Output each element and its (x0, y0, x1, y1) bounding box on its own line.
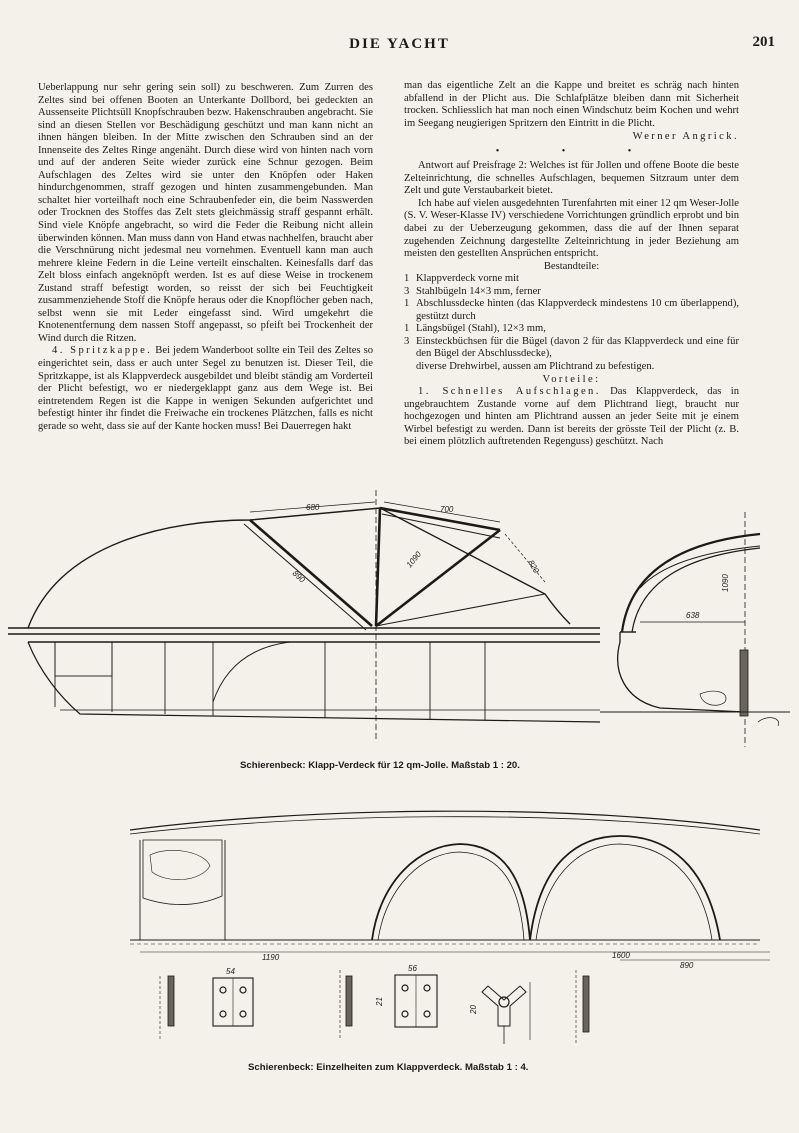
paragraph-text: Bei jedem Wanderboot sollte ein Teil des Zeltes so eingerichtet sein, dass er auch unter Segel zu benutzen ist. Dieser Teil, die Spritzkappe, ist als Klappverdeck ausgebildet und bleibt ständig am Vorderteil der Plicht befestigt, wo er niedergeklappt ganz aus dem Wege ist. Bei eintretendem Regen ist die Kappe in wenigen Sekunden aufgerichtet und befestigt hinter ihr findet die Freiwache ein trockenes Plätzchen, falls es nicht gerade so weht, dass sie auf der Kante hocken muss! Bei Dauerregen hakt (38, 345, 373, 432)
figure-caption-1: Schierenbeck: Klapp-Verdeck für 12 qm-Jolle. Maßstab 1 : 20. (240, 760, 520, 771)
dimension-label: 20 (469, 1005, 478, 1014)
paragraph-text: Das Klappverdeck, das in ungebrauchtem Zustande vorne auf dem Plichtrand liegt, braucht nur hochgezogen und hinten am Plichtrand aussen an jeder Seite mit je einem Wirbel befestigt zu werden. Dann ist bereits der grösste Teil der Plicht (z. B. bei einem plötzlich auftretenden Regenguss) geschützt. Nach (404, 386, 739, 448)
parts-list (404, 273, 739, 373)
paragraph: Ueberlappung nur sehr gering sein soll) zu beschweren. Zum Zurren des Zeltes sind bei offenen Booten an Unterkante Dollbord, bei gedeckten an Aussenseite Plichtsüll Knopfschrauben bezw. Hakenschrauben angebracht. Sie sind an diesen Stellen vor Beschädigung geschützt und man kann nicht an ihnen hängen bleiben. In der Mitte zwischen den Schrauben sind an der Innenseite des Zeltes Ringe angenäht. Durch diese wird von hinten nach vorn und auf der anderen Seite wieder zurück eine Schnur gezogen. Beim Aufschlagen des Zeltes wird sie unter den Knöpfen oder Haken hindurchgenommen, straff gezogen und hinten zusammengebunden. Man schaltet hier vorteilhaft noch eine Schraubenfeder ein, die beim Nasswerden oder Trocknen des Stoffes das Zelt stets gleichmässig straff gespannt erhält. Sind viele Knöpfe angebracht, so wird die Feder die Reibung nicht allein überwinden können. Man muss dann von Hand etwas nachhelfen, braucht aber die Verschnürung nicht jedesmal neu vornehmen. Eventuell kann man auch mehrere kleine Federn in die Leine verteilt einschalten. Keinesfalls darf das Zelt bloss einfach angeknöpft werden. Ist es auf diese Weise in trockenem Zustand straff befestigt worden, so reisst der sich bei Feuchtigkeit zusammenziehende Stoff die Knöpfe heraus oder die Knopflöcher geben nach, selbst wenn sie mit Leder eingefasst sind. Wird umgekehrt die Knotenentfernung dem nassen Stoff angepasst, so pfeift bei Trockenheit der Wind durch die Ritzen. (38, 82, 373, 344)
list-item: 1 Abschlussdecke hinten (das Klappverdeck mindestens 10 cm überlappend), gestützt durch (404, 298, 739, 322)
dimension-label: 700 (440, 505, 454, 514)
advantages-heading: Vorteile: (542, 373, 601, 385)
list-item: diverse Drehwirbel, aussen am Plichtrand zu befestigen. (416, 361, 655, 373)
dimension-label: 680 (306, 503, 320, 512)
paragraph (404, 386, 739, 449)
dimension-label: 54 (226, 967, 235, 976)
dimension-label: 1090 (721, 574, 730, 592)
list-item: 3 Einsteckbüchsen für die Bügel (davon 2 für das Klappverdeck und eine für den Bügel der Abschlussdecke), (404, 335, 739, 360)
list-item: 3 Stahlbügeln 14×3 mm, ferner (404, 285, 541, 297)
figure-caption-2: Schierenbeck: Einzelheiten zum Klappverdeck. Maßstab 1 : 4. (248, 1062, 529, 1073)
section-heading: 1. Schnelles Aufschlagen. (418, 386, 601, 398)
section-separator: • • • (495, 145, 662, 157)
paragraph: Ich habe auf vielen ausgedehnten Turenfahrten mit einer 12 qm Weser-Jolle (S. V. Weser-Klasse IV) verschiedene Vorrichtungen gründlich erprobt und bin dabei zu der Ueberzeugung gekommen, dass die auf der Ihnen separat zugehenden Zeichnung dargestellte Zelteinrichtung in jeder Beziehung am meisten den gestellten Ansprüchen entspricht. (404, 197, 739, 260)
right-text-column (404, 80, 739, 449)
page-number: 201 (752, 34, 775, 50)
dimension-label: 56 (408, 964, 417, 973)
dimension-label: 890 (290, 568, 307, 585)
running-header: DIE YACHT (349, 36, 450, 52)
dimension-label: 638 (686, 611, 700, 620)
dimension-label: 1190 (262, 953, 280, 962)
parts-heading: Bestandteile: (543, 260, 600, 272)
dinghy-hood-drawing (0, 482, 799, 752)
left-text-column (38, 82, 373, 433)
dimension-label: 820 (526, 558, 541, 575)
author-signature: Werner Angrick. (632, 131, 739, 143)
section-heading: 4. Spritzkappe. (52, 345, 153, 357)
dimension-label: 1090 (404, 549, 423, 570)
hood-outline (28, 508, 570, 628)
list-item: 1 Klappverdeck vorne mit (404, 273, 519, 285)
list-item: 1 Längsbügel (Stahl), 12×3 mm, (404, 323, 546, 335)
paragraph: Antwort auf Preisfrage 2: Welches ist für Jollen und offene Boote die beste Zelteinrichtung, die schnelles Aufschlagen, bequemen Sitzraum unter dem Zelt und gute Verstaubarkeit bietet. (404, 160, 739, 197)
paragraph (38, 345, 373, 433)
paragraph: man das eigentliche Zelt an die Kappe und breitet es schräg nach hinten abfallend in der Plicht aus. Die Schlafplätze bleiben dann mit Sicherheit trocken. Schliesslich hat man noch einen Windschutz beim Kochen und wehrt im Seegang neugierigen Spritzern den Eintritt in die Plicht. (404, 80, 739, 129)
dimension-label: 890 (680, 961, 694, 970)
hood-details-drawing (0, 800, 799, 1060)
dimension-label: 21 (375, 997, 384, 1006)
dimension-label: 1600 (612, 951, 630, 960)
